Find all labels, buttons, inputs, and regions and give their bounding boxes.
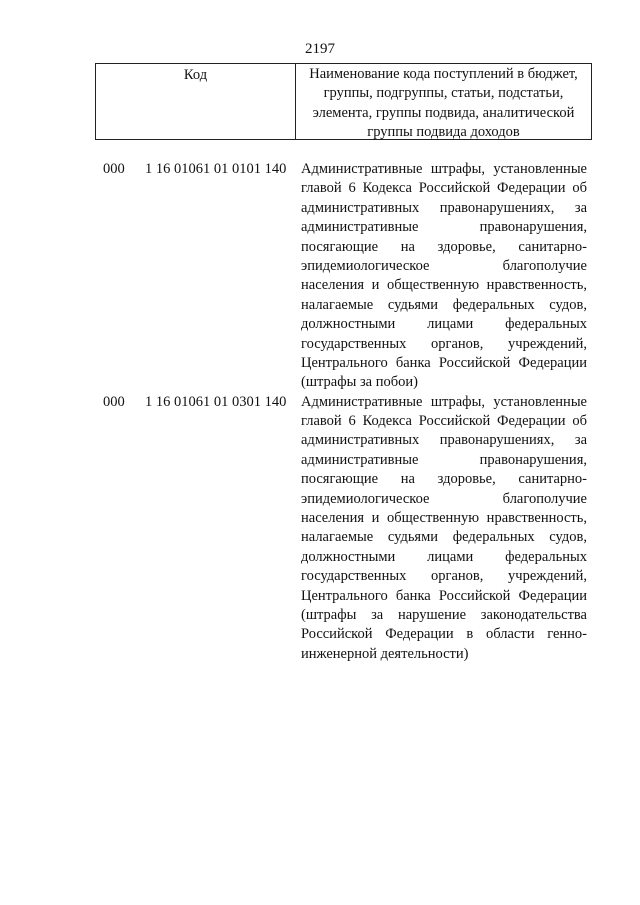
row-description: [301, 393, 587, 664]
description-line: государственных органов, учреждений,: [301, 568, 587, 585]
description-line: административных правонарушениях, за: [301, 432, 587, 449]
header-name-line: группы подвида доходов: [367, 124, 520, 141]
description-line: должностными лицами федеральных: [301, 316, 587, 333]
row-admin-code: 000: [103, 393, 125, 410]
description-line: (штрафы за нарушение законодательства: [301, 606, 587, 623]
description-line: Центрального банка Российской Федерации: [301, 587, 587, 604]
description-line: населения и общественную нравственность,: [301, 510, 587, 527]
description-line: Административные штрафы, установленные: [301, 161, 587, 177]
description-line: эпидемиологическое благополучие: [301, 490, 587, 507]
revenue-code-list: [0, 160, 640, 664]
description-line: Российской Федерации в области генно-: [301, 626, 587, 643]
table-row: [0, 160, 640, 393]
header-name-cell: [296, 64, 591, 139]
header-name-line: группы, подгруппы, статьи, подстатьи,: [323, 85, 564, 102]
description-line: населения и общественную нравственность,: [301, 277, 587, 294]
description-line: должностными лицами федеральных: [301, 548, 587, 565]
description-line: эпидемиологическое благополучие: [301, 257, 587, 274]
table-row: [0, 393, 640, 664]
table-header: [95, 63, 592, 140]
row-admin-code: 000: [103, 161, 125, 177]
description-line: налагаемые судьями федеральных судов,: [301, 296, 587, 313]
header-name-line: элемента, группы подвида, аналитической: [312, 104, 575, 121]
page-number: 2197: [305, 41, 335, 57]
description-line: административные правонарушения,: [301, 219, 587, 236]
description-line: государственных органов, учреждений,: [301, 335, 587, 352]
row-revenue-code: 1 16 01061 01 0101 140: [145, 161, 287, 177]
description-line: посягающие на здоровье, санитарно-: [301, 238, 587, 255]
description-line: главой 6 Кодекса Российской Федерации об: [301, 413, 587, 430]
description-line: инженерной деятельности): [301, 645, 469, 662]
description-line: главой 6 Кодекса Российской Федерации об: [301, 180, 587, 197]
row-revenue-code: 1 16 01061 01 0301 140: [145, 393, 287, 410]
description-line: административных правонарушениях, за: [301, 199, 587, 216]
description-line: Центрального банка Российской Федерации: [301, 354, 587, 371]
description-line: (штрафы за побои): [301, 374, 418, 391]
row-description: [301, 160, 587, 393]
description-line: административные правонарушения,: [301, 451, 587, 468]
header-code-cell: Код: [96, 64, 296, 139]
header-name-line: Наименование кода поступлений в бюджет,: [309, 66, 578, 82]
description-line: Административные штрафы, установленные: [301, 393, 587, 410]
description-line: посягающие на здоровье, санитарно-: [301, 471, 587, 488]
description-line: налагаемые судьями федеральных судов,: [301, 529, 587, 546]
